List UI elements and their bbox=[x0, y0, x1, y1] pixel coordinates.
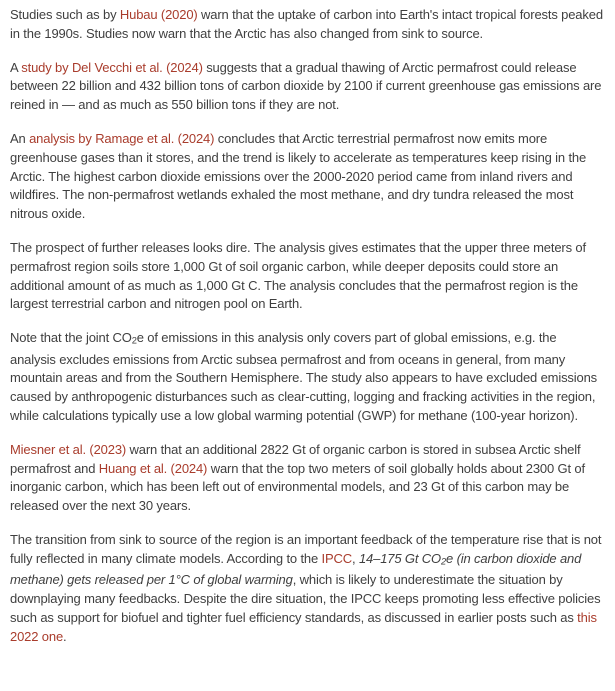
paragraph bbox=[10, 329, 605, 426]
inline-link[interactable]: IPCC bbox=[321, 550, 353, 566]
inline-link[interactable]: study by Del Vecchi et al. (2024) bbox=[21, 59, 203, 75]
paragraph bbox=[10, 130, 605, 224]
inline-link[interactable]: Huang et al. (2024) bbox=[98, 460, 208, 476]
text-run: Studies such as by bbox=[10, 7, 120, 22]
inline-link[interactable]: Miesner et al. (2023) bbox=[10, 441, 127, 457]
text-run: The prospect of further releases looks dire. The analysis gives estimates that the upper three meters of permafrost region soils store 1,000 Gt of soil organic carbon, while deeper deposits could store an additional amount of as much as 1,000 Gt C. The analysis concludes that the permafrost region is the largest terrestrial carbon and nitrogen pool on Earth. bbox=[10, 239, 586, 312]
text-run: A bbox=[10, 59, 22, 75]
text-run: warn that the top two meters of soil globally holds about 2300 Gt of inorganic carbon, which has been left out of environmental models, and 23 Gt of this carbon may be released over the next 30 years. bbox=[10, 460, 585, 514]
text-run: An bbox=[10, 130, 30, 146]
text-run: Note that the joint CO bbox=[10, 330, 132, 346]
text-run: , which is likely to underestimate the situation by downplaying many feedbacks. Despite the dire situation, the IPCC keeps promoting less effective policies such as support for biofuel and tighter fuel efficiency standards, as discussed in earlier posts such as bbox=[10, 572, 601, 625]
paragraph bbox=[10, 59, 605, 115]
text-run: concludes that Arctic terrestrial permafrost now emits more greenhouse gases than it stores, and the trend is likely to accelerate as temperatures keep rising in the Arctic. The highest carbon dioxide emissions over the 2000-2020 period came from inland rivers and wildfires. The non-permafrost wetlands exhaled the most methane, and dry tundra released the most nitrous oxide. bbox=[10, 130, 587, 222]
inline-link[interactable]: analysis by Ramage et al. (2024) bbox=[29, 130, 215, 146]
text-run: 2 bbox=[440, 556, 447, 567]
text-run: . bbox=[63, 628, 67, 644]
inline-link[interactable]: this 2022 one bbox=[10, 609, 597, 644]
text-run: suggests that a gradual thawing of Arctic permafrost could release between 22 billion and 432 billion tons of carbon dioxide by 2100 if current greenhouse gas emissions are reined in — and as much as 550 billion tons if they are not. bbox=[10, 59, 602, 113]
text-run: e of emissions in this analysis only covers part of global emissions, e.g. the analysis excludes emissions from Arctic subsea permafrost and from oceans in general, from many mountain areas and from the Southern Hemisphere. The study also appears to have excluded emissions caused by anthropogenic disturbances such as clear-cutting, logging and fracking activities in the region, while calculations typically use a low global warming potential (GWP) for methane (100-year horizon). bbox=[10, 330, 598, 424]
text-run: e (in carbon dioxide and methane) gets released per 1°C of global warming bbox=[10, 550, 582, 588]
text-run: The transition from sink to source of the region is an important feedback of the temperature rise that is not fully reflected in many climate models. According to the bbox=[10, 532, 602, 566]
text-run: , bbox=[352, 550, 359, 566]
inline-link[interactable]: Hubau (2020) bbox=[119, 7, 198, 22]
text-run: warn that the uptake of carbon into Earth's intact tropical forests peaked in the 1990s. Studies now warn that the Arctic has also changed from sink to source. bbox=[10, 7, 603, 41]
paragraph bbox=[10, 6, 605, 44]
text-run: 2 bbox=[131, 335, 137, 346]
paragraph bbox=[10, 531, 605, 646]
paragraph bbox=[10, 441, 605, 516]
text-run: warn that an additional 2822 Gt of organic carbon is stored in subsea Arctic shelf permafrost and bbox=[10, 441, 581, 476]
text-run: 14–175 Gt CO bbox=[358, 550, 441, 566]
paragraph bbox=[10, 239, 605, 314]
